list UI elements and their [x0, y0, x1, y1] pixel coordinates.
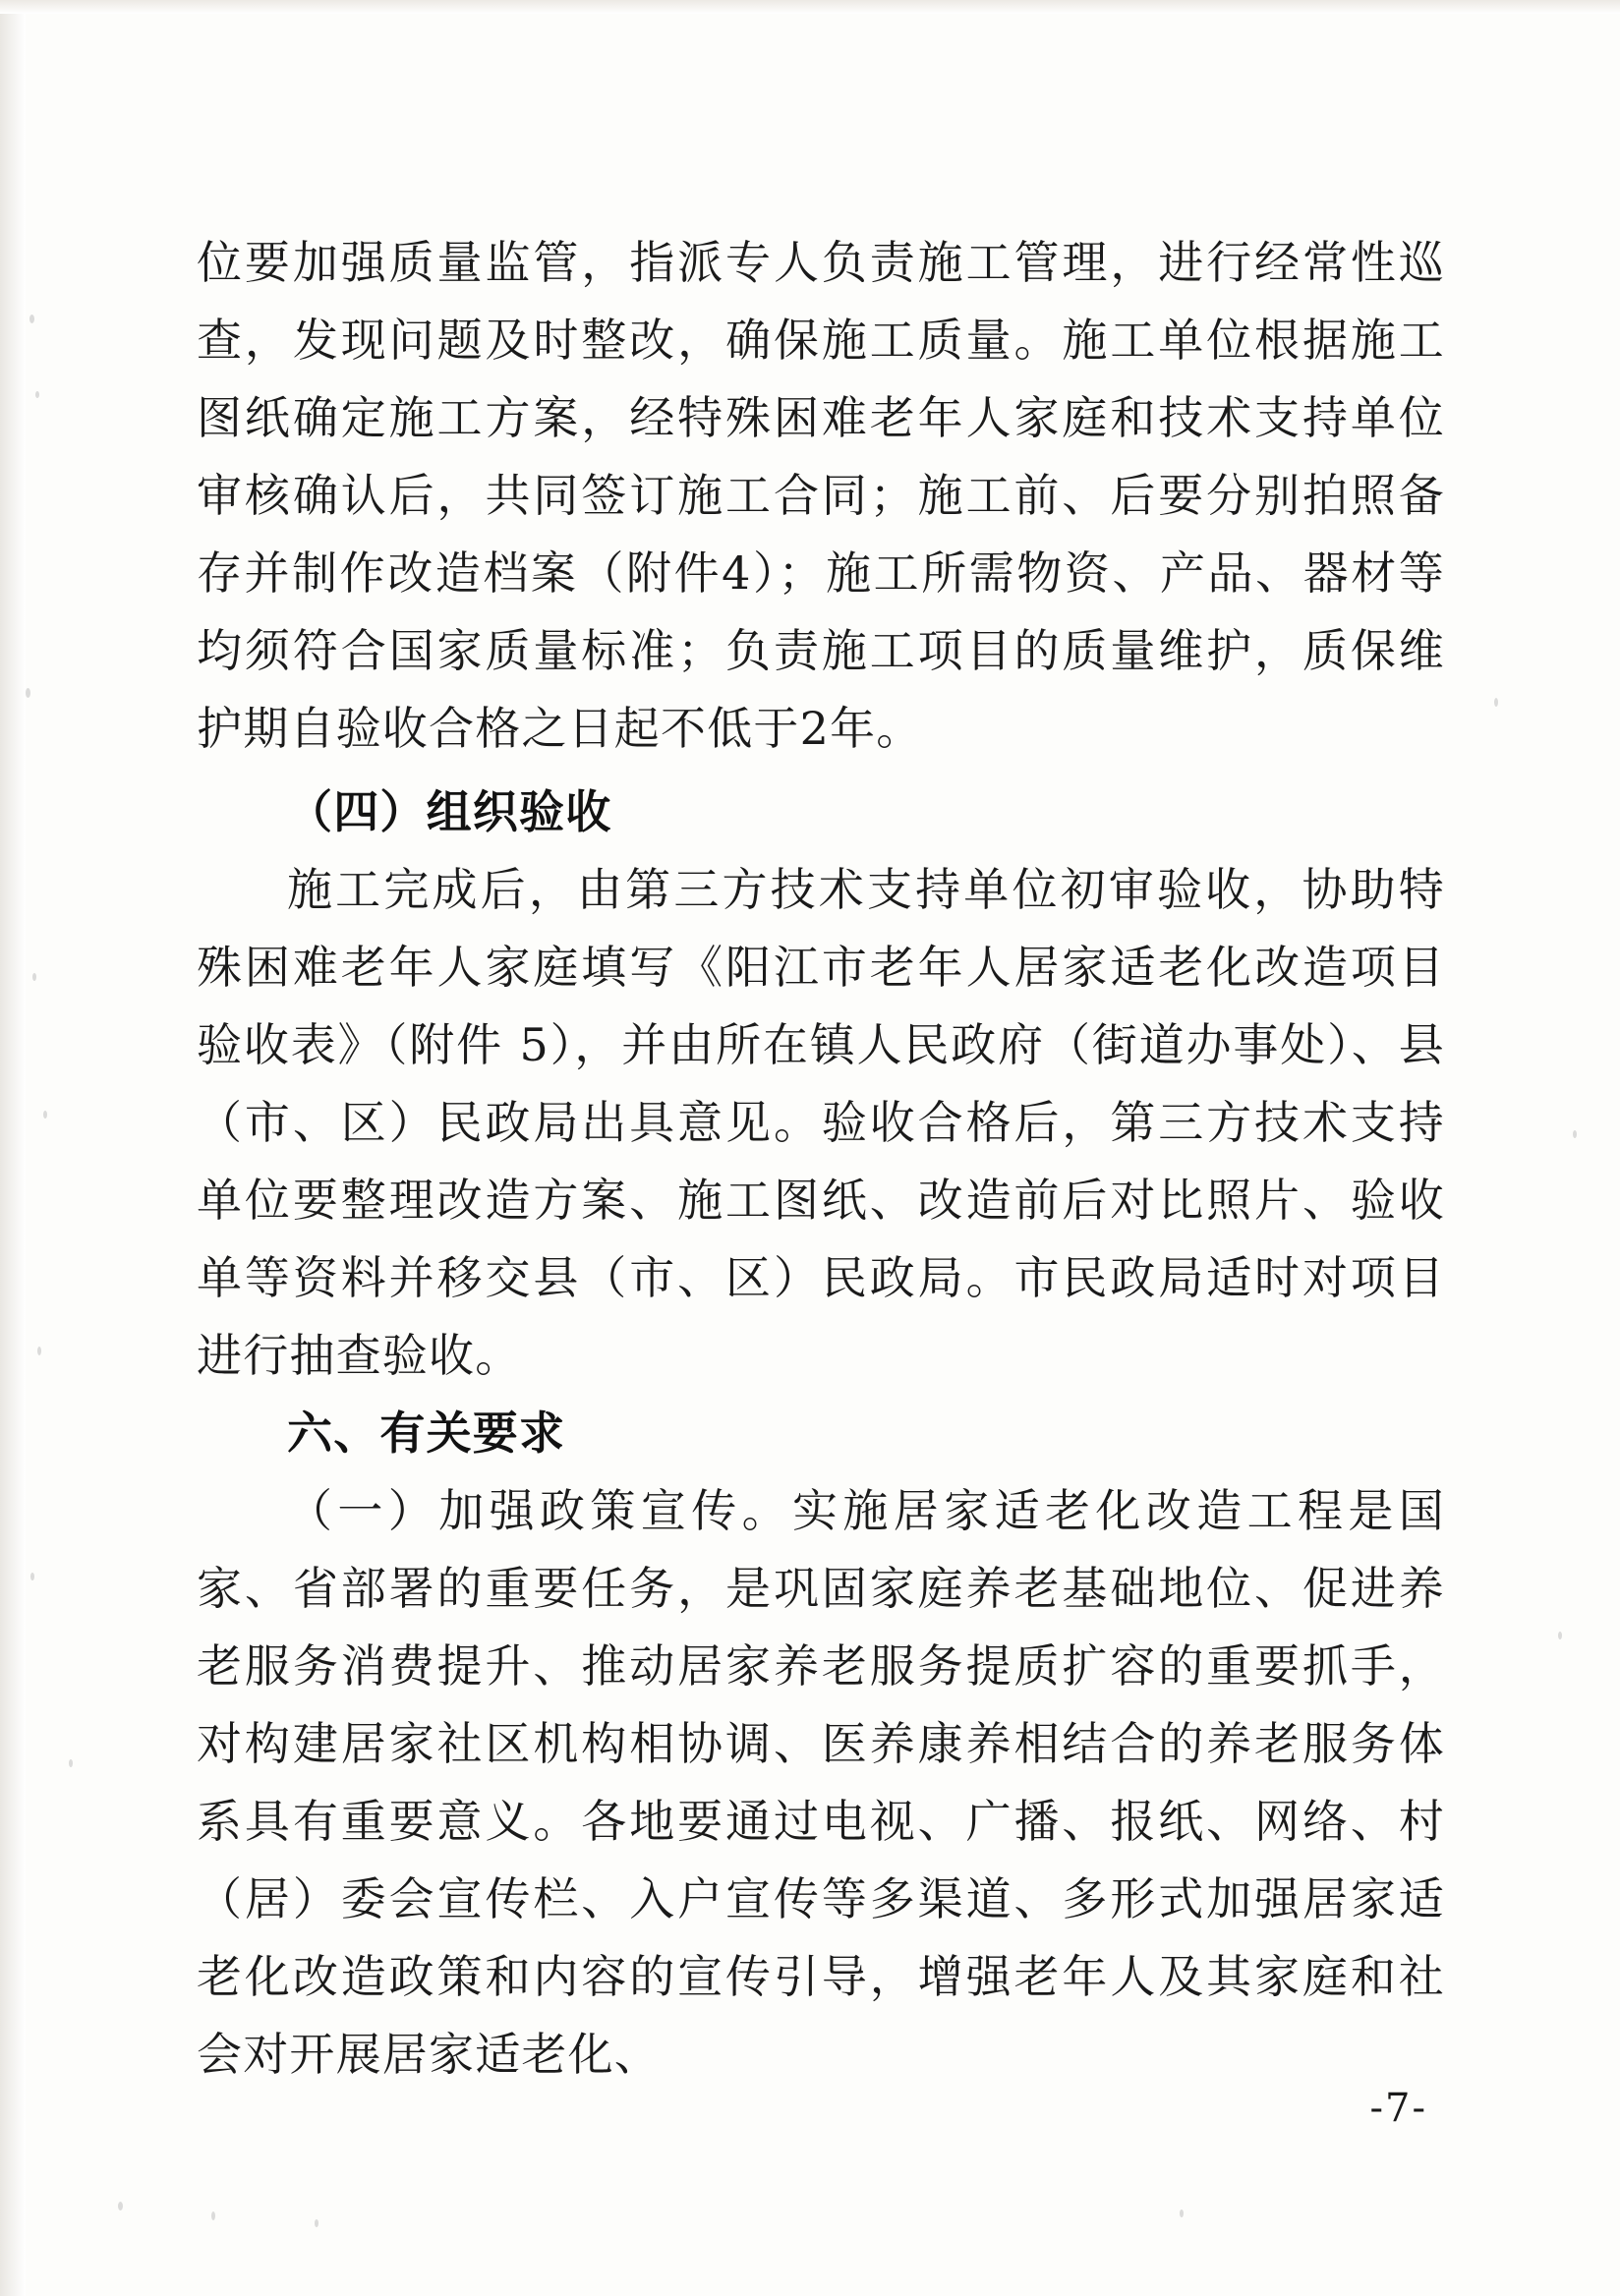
page-top-edge-shadow	[0, 0, 1620, 14]
paragraph-construction-quality: 位要加强质量监管，指派专人负责施工管理，进行经常性巡查，发现问题及时整改，确保施工质量。施工单位根据施工图纸确定施工方案，经特殊困难老年人家庭和技术支持单位审核确认后，共同签订施工合同；施工前、后要分别拍照备存并制作改造档案（附件4）；施工所需物资、产品、器材等均须符合国家质量标准；负责施工项目的质量维护，质保维护期自验收合格之日起不低于2年。	[197, 236, 1445, 755]
page-number: -7-	[1369, 2086, 1427, 2131]
document-body	[197, 224, 1445, 2094]
heading-organize-acceptance: （四）组织验收	[287, 785, 612, 838]
page-left-edge-shadow	[0, 0, 26, 2296]
paragraph-policy-publicity: （一）加强政策宣传。实施居家适老化改造工程是国家、省部署的重要任务，是巩固家庭养老基础地位、促进养老服务消费提升、推动居家养老服务提质扩容的重要抓手，对构建居家社区机构相协调、医养康养相结合的养老服务体系具有重要意义。各地要通过电视、广播、报纸、网络、村（居）委会宣传栏、入户宣传等多渠道、多形式加强居家适老化改造政策和内容的宣传引导，增强老年人及其家庭和社会对开展居家适老化、	[197, 1484, 1445, 2081]
heading-relevant-requirements: 六、有关要求	[287, 1406, 566, 1460]
paragraph-acceptance-process: 施工完成后，由第三方技术支持单位初审验收，协助特殊困难老年人家庭填写《阳江市老年人居家适老化改造项目验收表》（附件 5），并由所在镇人民政府（街道办事处）、县（市、区）民政局出具意见。验收合格后，第三方技术支持单位要整理改造方案、施工图纸、改造前后对比照片、验收单等资料并移交县（市、区）民政局。市民政局适时对项目进行抽查验收。	[197, 863, 1445, 1382]
